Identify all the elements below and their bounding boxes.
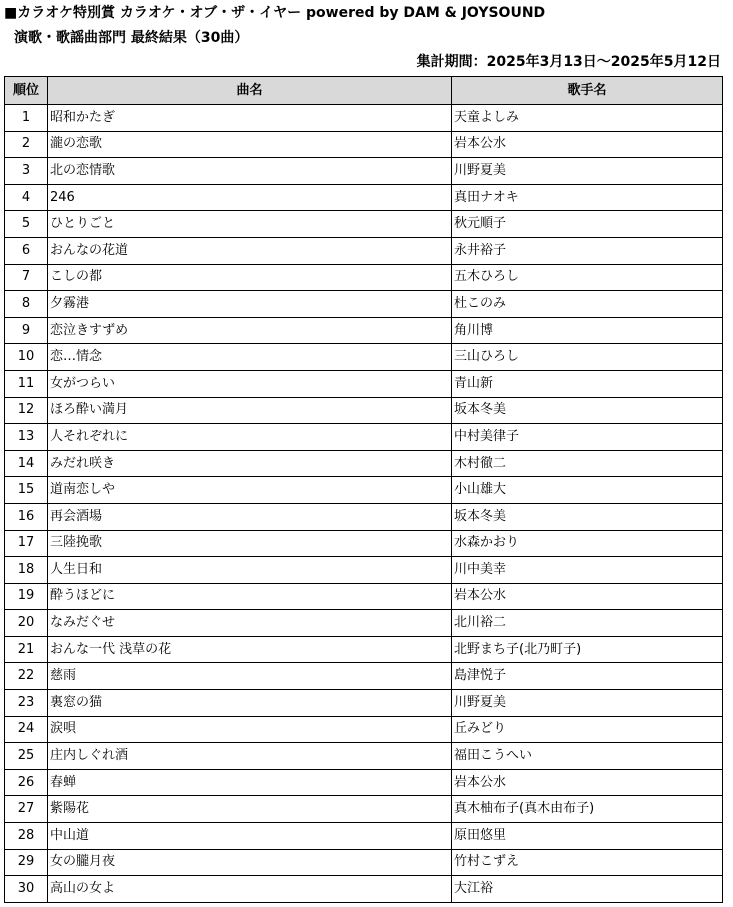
artist-name-cell: 島津悦子 bbox=[452, 663, 723, 690]
rank-cell: 13 bbox=[5, 424, 48, 451]
artist-name-cell: 角川博 bbox=[452, 317, 723, 344]
song-title-cell: 女がつらい bbox=[48, 370, 452, 397]
song-title-cell: 恋…情念 bbox=[48, 344, 452, 371]
song-title-cell: 酔うほどに bbox=[48, 583, 452, 610]
rank-cell: 24 bbox=[5, 716, 48, 743]
song-title-cell: 三陸挽歌 bbox=[48, 530, 452, 557]
rank-cell: 3 bbox=[5, 158, 48, 185]
table-row bbox=[5, 105, 723, 132]
artist-name-cell: 木村徹二 bbox=[452, 450, 723, 477]
artist-name-cell: 五木ひろし bbox=[452, 264, 723, 291]
rank-cell: 26 bbox=[5, 769, 48, 796]
song-title-cell: 夕霧港 bbox=[48, 291, 452, 318]
song-title-cell: 裏窓の猫 bbox=[48, 690, 452, 717]
table-row bbox=[5, 237, 723, 264]
artist-name-cell: 川野夏美 bbox=[452, 690, 723, 717]
table-row bbox=[5, 344, 723, 371]
artist-name-cell: 坂本冬美 bbox=[452, 397, 723, 424]
song-title-cell: みだれ咲き bbox=[48, 450, 452, 477]
rank-cell: 14 bbox=[5, 450, 48, 477]
page-title: ■カラオケ特別賞 カラオケ・オブ・ザ・イヤー powered by DAM & JOYSOUND bbox=[4, 5, 546, 21]
column-header-artist: 歌手名 bbox=[452, 77, 723, 105]
artist-name-cell: 岩本公水 bbox=[452, 131, 723, 158]
rank-cell: 29 bbox=[5, 849, 48, 876]
table-row bbox=[5, 264, 723, 291]
artist-name-cell: 真木柚布子(真木由布子) bbox=[452, 796, 723, 823]
table-row bbox=[5, 823, 723, 850]
rank-cell: 8 bbox=[5, 291, 48, 318]
artist-name-cell: 岩本公水 bbox=[452, 769, 723, 796]
rank-cell: 19 bbox=[5, 583, 48, 610]
rank-cell: 25 bbox=[5, 743, 48, 770]
table-row bbox=[5, 663, 723, 690]
song-title-cell: 紫陽花 bbox=[48, 796, 452, 823]
artist-name-cell: 三山ひろし bbox=[452, 344, 723, 371]
table-row bbox=[5, 796, 723, 823]
rank-cell: 27 bbox=[5, 796, 48, 823]
artist-name-cell: 北川裕二 bbox=[452, 610, 723, 637]
rank-cell: 22 bbox=[5, 663, 48, 690]
rank-cell: 4 bbox=[5, 184, 48, 211]
artist-name-cell: 竹村こずえ bbox=[452, 849, 723, 876]
artist-name-cell: 水森かおり bbox=[452, 530, 723, 557]
table-row bbox=[5, 317, 723, 344]
artist-name-cell: 岩本公水 bbox=[452, 583, 723, 610]
rank-cell: 11 bbox=[5, 370, 48, 397]
artist-name-cell: 丘みどり bbox=[452, 716, 723, 743]
song-title-cell: 道南恋しや bbox=[48, 477, 452, 504]
table-row bbox=[5, 583, 723, 610]
table-row bbox=[5, 610, 723, 637]
rank-cell: 7 bbox=[5, 264, 48, 291]
song-title-cell: おんなの花道 bbox=[48, 237, 452, 264]
rank-cell: 2 bbox=[5, 131, 48, 158]
table-row bbox=[5, 503, 723, 530]
song-title-cell: 中山道 bbox=[48, 823, 452, 850]
song-title-cell: おんな一代 浅草の花 bbox=[48, 636, 452, 663]
table-row bbox=[5, 158, 723, 185]
artist-name-cell: 川野夏美 bbox=[452, 158, 723, 185]
column-header-rank: 順位 bbox=[5, 77, 48, 105]
artist-name-cell: 天童よしみ bbox=[452, 105, 723, 132]
rank-cell: 15 bbox=[5, 477, 48, 504]
artist-name-cell: 秋元順子 bbox=[452, 211, 723, 238]
rank-cell: 6 bbox=[5, 237, 48, 264]
song-title-cell: 瀧の恋歌 bbox=[48, 131, 452, 158]
table-row bbox=[5, 450, 723, 477]
table-row bbox=[5, 131, 723, 158]
table-row bbox=[5, 849, 723, 876]
rank-cell: 18 bbox=[5, 557, 48, 584]
rank-cell: 20 bbox=[5, 610, 48, 637]
song-title-cell: 人生日和 bbox=[48, 557, 452, 584]
rank-cell: 23 bbox=[5, 690, 48, 717]
table-row bbox=[5, 876, 723, 903]
artist-name-cell: 大江裕 bbox=[452, 876, 723, 903]
artist-name-cell: 青山新 bbox=[452, 370, 723, 397]
artist-name-cell: 福田こうへい bbox=[452, 743, 723, 770]
table-row bbox=[5, 769, 723, 796]
rank-cell: 9 bbox=[5, 317, 48, 344]
song-title-cell: 高山の女よ bbox=[48, 876, 452, 903]
rank-cell: 30 bbox=[5, 876, 48, 903]
song-title-cell: 慈雨 bbox=[48, 663, 452, 690]
rank-cell: 16 bbox=[5, 503, 48, 530]
rank-cell: 5 bbox=[5, 211, 48, 238]
song-title-cell: 女の朧月夜 bbox=[48, 849, 452, 876]
ranking-table bbox=[4, 76, 723, 903]
rank-cell: 21 bbox=[5, 636, 48, 663]
song-title-cell: 恋泣きすずめ bbox=[48, 317, 452, 344]
table-row bbox=[5, 211, 723, 238]
rank-cell: 12 bbox=[5, 397, 48, 424]
artist-name-cell: 真田ナオキ bbox=[452, 184, 723, 211]
table-row bbox=[5, 184, 723, 211]
song-title-cell: 246 bbox=[48, 184, 452, 211]
ranking-table-body bbox=[5, 105, 723, 903]
aggregation-period: 集計期間：2025年3月13日～2025年5月12日 bbox=[416, 54, 721, 70]
table-row bbox=[5, 690, 723, 717]
artist-name-cell: 小山雄大 bbox=[452, 477, 723, 504]
rank-cell: 1 bbox=[5, 105, 48, 132]
table-row bbox=[5, 636, 723, 663]
table-row bbox=[5, 291, 723, 318]
artist-name-cell: 北野まち子(北乃町子) bbox=[452, 636, 723, 663]
page-subtitle: 演歌・歌謡曲部門 最終結果（30曲） bbox=[14, 30, 249, 46]
song-title-cell: こしの都 bbox=[48, 264, 452, 291]
song-title-cell: 涙唄 bbox=[48, 716, 452, 743]
song-title-cell: 北の恋情歌 bbox=[48, 158, 452, 185]
table-row bbox=[5, 716, 723, 743]
column-header-song: 曲名 bbox=[48, 77, 452, 105]
song-title-cell: 再会酒場 bbox=[48, 503, 452, 530]
table-row bbox=[5, 477, 723, 504]
artist-name-cell: 川中美幸 bbox=[452, 557, 723, 584]
table-row bbox=[5, 397, 723, 424]
table-row bbox=[5, 424, 723, 451]
artist-name-cell: 永井裕子 bbox=[452, 237, 723, 264]
table-row bbox=[5, 743, 723, 770]
table-row bbox=[5, 557, 723, 584]
artist-name-cell: 原田悠里 bbox=[452, 823, 723, 850]
table-row bbox=[5, 370, 723, 397]
artist-name-cell: 中村美律子 bbox=[452, 424, 723, 451]
song-title-cell: 人それぞれに bbox=[48, 424, 452, 451]
rank-cell: 28 bbox=[5, 823, 48, 850]
song-title-cell: 春蝉 bbox=[48, 769, 452, 796]
artist-name-cell: 杜このみ bbox=[452, 291, 723, 318]
table-header-row bbox=[5, 77, 723, 105]
artist-name-cell: 坂本冬美 bbox=[452, 503, 723, 530]
rank-cell: 17 bbox=[5, 530, 48, 557]
table-row bbox=[5, 530, 723, 557]
rank-cell: 10 bbox=[5, 344, 48, 371]
song-title-cell: 庄内しぐれ酒 bbox=[48, 743, 452, 770]
song-title-cell: ほろ酔い満月 bbox=[48, 397, 452, 424]
song-title-cell: ひとりごと bbox=[48, 211, 452, 238]
song-title-cell: 昭和かたぎ bbox=[48, 105, 452, 132]
song-title-cell: なみだぐせ bbox=[48, 610, 452, 637]
